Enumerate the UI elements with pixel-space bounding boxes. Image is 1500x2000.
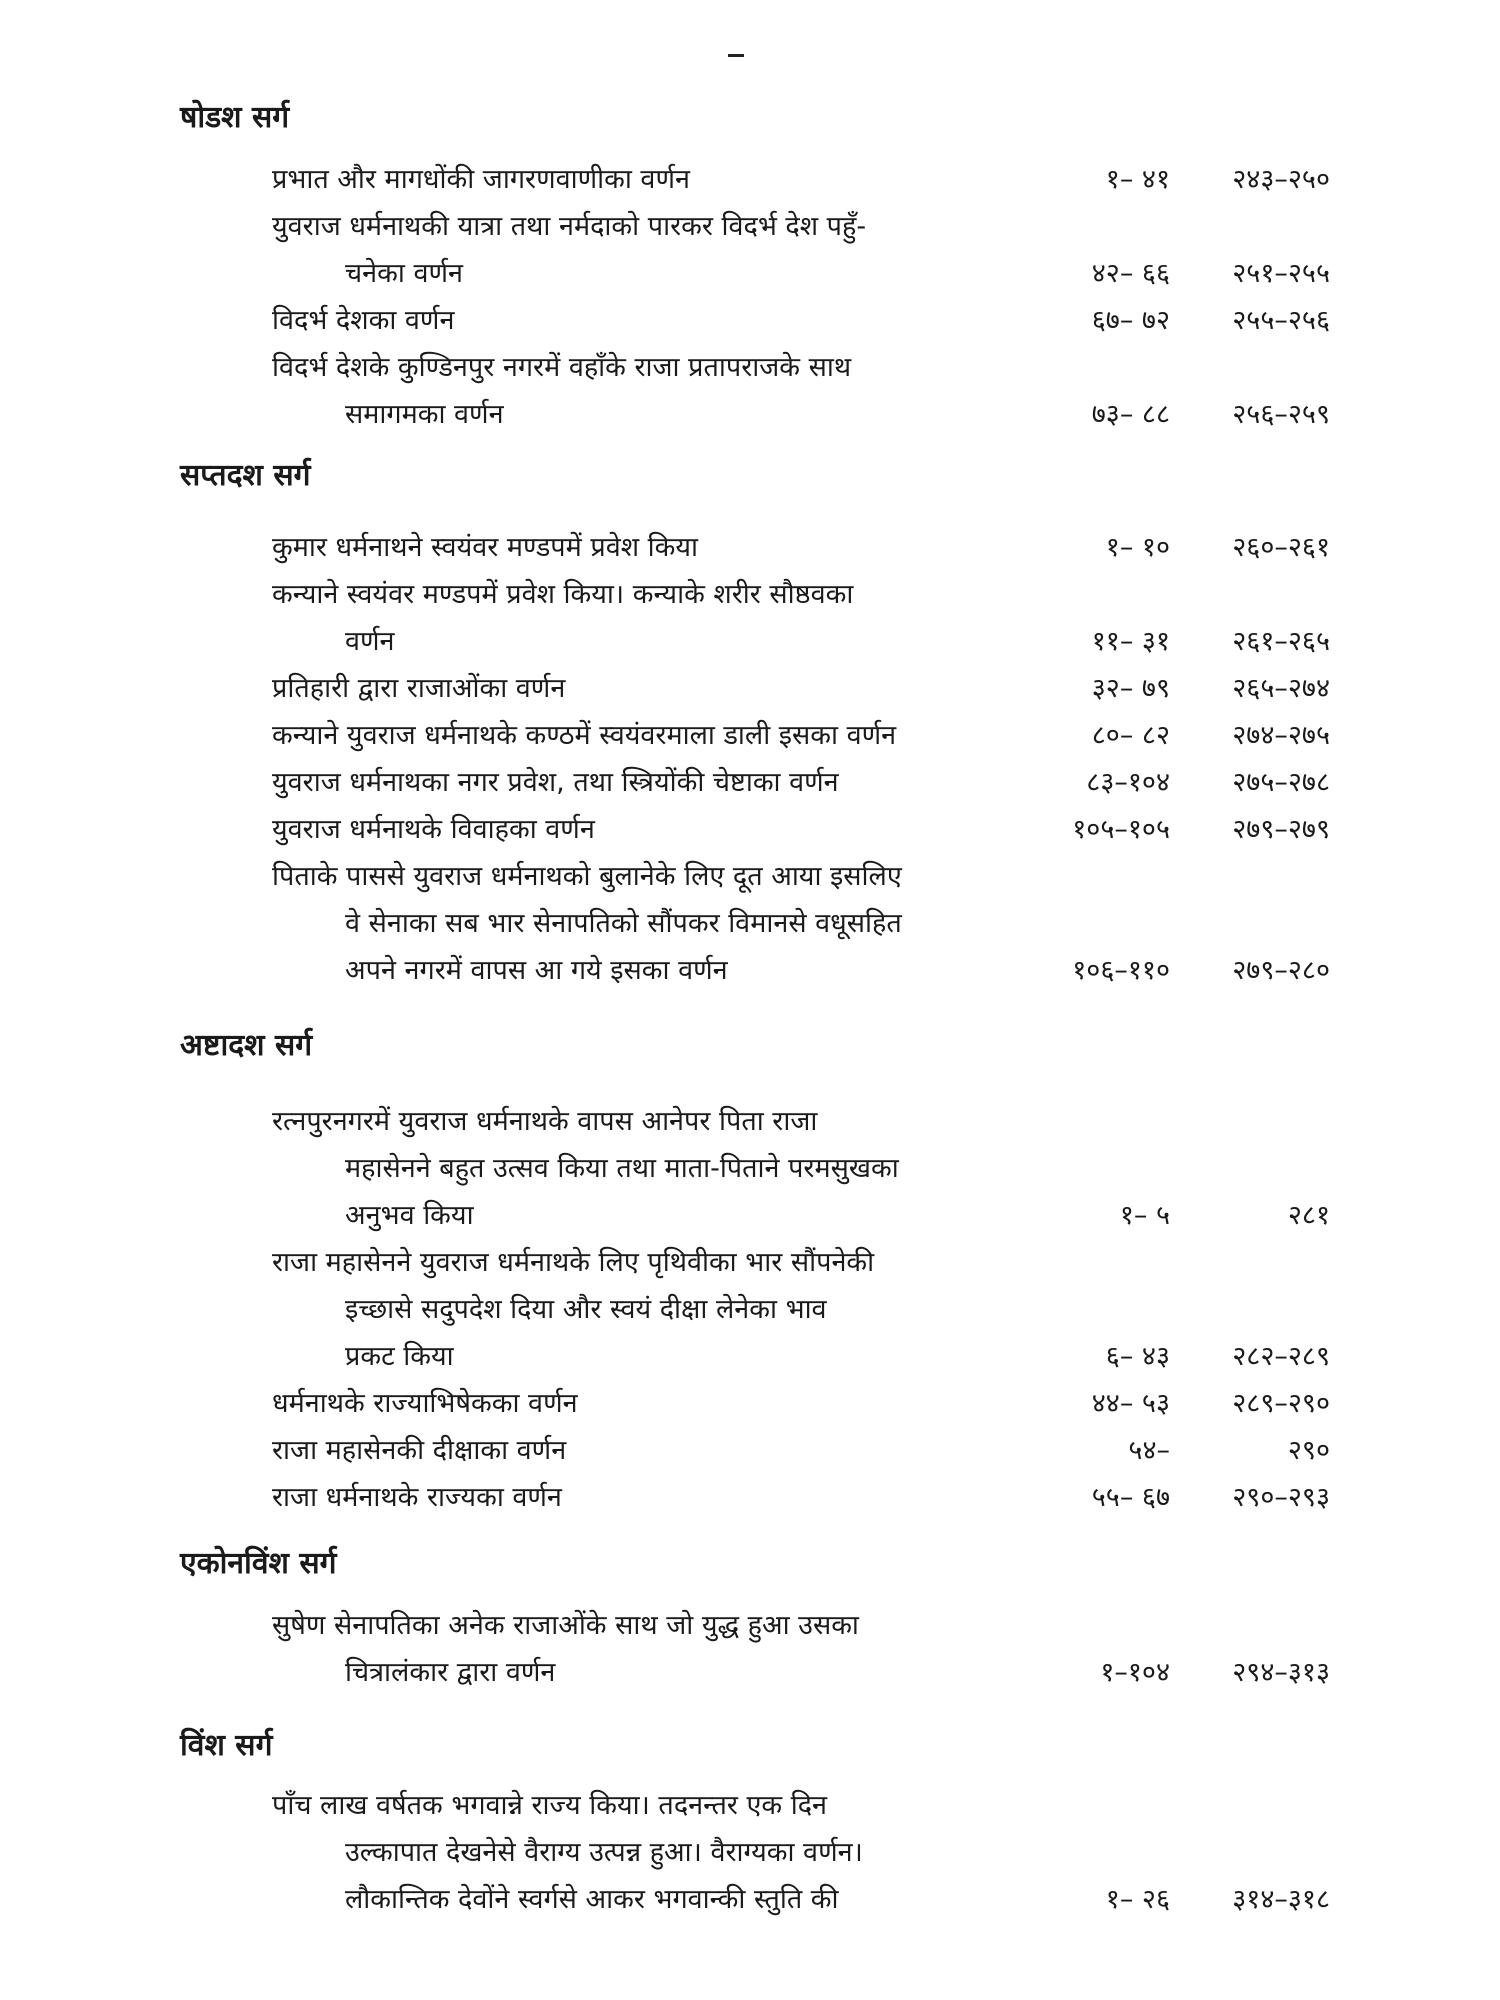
toc-entry <box>180 156 1330 203</box>
verse-range: ३२– ७९ <box>1091 673 1170 704</box>
entry-text: राजा धर्मनाथके राज्यका वर्णन <box>272 1482 562 1513</box>
entry-text: युवराज धर्मनाथकी यात्रा तथा नर्मदाको पारकर विदर्भ देश पहुँ- <box>272 211 867 242</box>
verse-range: १– २६ <box>1105 1884 1170 1915</box>
entry-text: युवराज धर्मनाथका नगर प्रवेश, तथा स्त्रियोंकी चेष्टाका वर्णन <box>272 767 839 798</box>
toc-entry <box>180 203 1330 297</box>
entry-text: राजा महासेनकी दीक्षाका वर्णन <box>272 1435 567 1466</box>
section-heading: षोडश सर्ग <box>180 100 290 135</box>
toc-entry <box>180 1782 1330 1923</box>
entry-text: उल्कापात देखनेसे वैराग्य उत्पन्न हुआ। वैराग्यका वर्णन। <box>345 1837 863 1868</box>
page-range: २६०–२६१ <box>1232 532 1330 563</box>
entry-text: समागमका वर्णन <box>345 399 504 430</box>
page-range: २५१–२५५ <box>1232 258 1330 289</box>
verse-range: ८०– ८२ <box>1091 720 1170 751</box>
page-range: ३१४–३१८ <box>1232 1884 1330 1915</box>
entry-text: धर्मनाथके राज्याभिषेकका वर्णन <box>272 1388 578 1419</box>
entry-text: वे सेनाका सब भार सेनापतिको सौंपकर विमानसे वधूसहित <box>345 908 902 939</box>
entry-text: लौकान्तिक देवोंने स्वर्गसे आकर भगवान्की स्तुति की <box>345 1884 839 1915</box>
toc-entry <box>180 1098 1330 1239</box>
page-range: २७४–२७५ <box>1232 720 1330 751</box>
entry-text: अनुभव किया <box>345 1200 474 1231</box>
section-19 <box>180 1544 1330 1696</box>
entry-text: चित्रालंकार द्वारा वर्णन <box>345 1657 556 1688</box>
verse-range: ६– ४३ <box>1105 1341 1170 1372</box>
verse-range: १०५–१०५ <box>1072 814 1170 845</box>
entry-text: कुमार धर्मनाथने स्वयंवर मण्डपमें प्रवेश किया <box>272 532 699 563</box>
page-range: २५५–२५६ <box>1232 305 1330 336</box>
toc-entry <box>180 712 1330 759</box>
page-range: २९०–२९३ <box>1232 1482 1330 1513</box>
verse-range: १०६–११० <box>1072 955 1170 986</box>
section-20 <box>180 1726 1330 1923</box>
section-heading: सप्तदश सर्ग <box>180 458 311 493</box>
toc-entry <box>180 1602 1330 1696</box>
verse-range: १– ४१ <box>1105 164 1170 195</box>
section-17 <box>180 456 1330 994</box>
verse-range: ६७– ७२ <box>1091 305 1170 336</box>
entry-text: वर्णन <box>345 626 395 657</box>
page-range: २७९–२८० <box>1232 955 1330 986</box>
toc-entry <box>180 1474 1330 1521</box>
entry-text: प्रकट किया <box>345 1341 454 1372</box>
verse-range: ८३–१०४ <box>1086 767 1170 798</box>
entry-text: राजा महासेनने युवराज धर्मनाथके लिए पृथिवीका भार सौंपनेकी <box>272 1247 875 1278</box>
page-range: २८२–२८९ <box>1232 1341 1330 1372</box>
section-heading: अष्टादश सर्ग <box>180 1028 313 1063</box>
entry-text: अपने नगरमें वापस आ गये इसका वर्णन <box>345 955 728 986</box>
toc-entry <box>180 1380 1330 1427</box>
verse-range: १– ५ <box>1119 1200 1170 1231</box>
toc-entry <box>180 806 1330 853</box>
verse-range: ४४– ५३ <box>1091 1388 1170 1419</box>
page-range: २९४–३१३ <box>1232 1657 1330 1688</box>
page-range: २४३–२५० <box>1232 164 1330 195</box>
section-16 <box>180 98 1330 438</box>
page-range: २८९–२९० <box>1232 1388 1330 1419</box>
toc-entry <box>180 665 1330 712</box>
toc-entry <box>180 297 1330 344</box>
page-range: २६५–२७४ <box>1232 673 1330 704</box>
section-18 <box>180 1026 1330 1521</box>
toc-entry <box>180 1239 1330 1380</box>
verse-range: १–१०४ <box>1100 1657 1170 1688</box>
entry-text: कन्याने युवराज धर्मनाथके कण्ठमें स्वयंवरमाला डाली इसका वर्णन <box>272 720 897 751</box>
toc-entry <box>180 524 1330 571</box>
entry-text: प्रतिहारी द्वारा राजाओंका वर्णन <box>272 673 566 704</box>
page-range: २६१–२६५ <box>1232 626 1330 657</box>
page-range: २८१ <box>1287 1200 1330 1231</box>
verse-range: ७३– ८८ <box>1091 399 1170 430</box>
verse-range: ५५– ६७ <box>1091 1482 1170 1513</box>
page-range: २७५–२७८ <box>1232 767 1330 798</box>
entry-text: इच्छासे सदुपदेश दिया और स्वयं दीक्षा लेनेका भाव <box>345 1294 827 1325</box>
toc-entry <box>180 344 1330 438</box>
entry-text: प्रभात और मागधोंकी जागरणवाणीका वर्णन <box>272 164 690 195</box>
verse-range: ११– ३१ <box>1091 626 1170 657</box>
verse-range: ४२– ६६ <box>1091 258 1170 289</box>
entry-text: चनेका वर्णन <box>345 258 463 289</box>
entry-text: सुषेण सेनापतिका अनेक राजाओंके साथ जो युद्ध हुआ उसका <box>272 1610 859 1641</box>
entry-text: युवराज धर्मनाथके विवाहका वर्णन <box>272 814 595 845</box>
toc-entry <box>180 1427 1330 1474</box>
verse-range: १– १० <box>1105 532 1170 563</box>
entry-text: महासेनने बहुत उत्सव किया तथा माता-पिताने परमसुखका <box>345 1153 899 1184</box>
page-range: २५६–२५९ <box>1232 399 1330 430</box>
verse-range: ५४– <box>1128 1435 1170 1466</box>
toc-entry <box>180 759 1330 806</box>
entry-text: पाँच लाख वर्षतक भगवान्ने राज्य किया। तदनन्तर एक दिन <box>272 1790 828 1821</box>
entry-text: रत्नपुरनगरमें युवराज धर्मनाथके वापस आनेपर पिता राजा <box>272 1106 818 1137</box>
page-mark <box>728 54 744 57</box>
entry-text: विदर्भ देशके कुण्डिनपुर नगरमें वहाँके राजा प्रतापराजके साथ <box>272 352 852 383</box>
toc-entry <box>180 853 1330 994</box>
section-heading: विंश सर्ग <box>180 1728 273 1763</box>
entry-text: कन्याने स्वयंवर मण्डपमें प्रवेश किया। कन्याके शरीर सौष्ठवका <box>272 579 854 610</box>
page-range: २९० <box>1287 1435 1330 1466</box>
entry-text: पिताके पाससे युवराज धर्मनाथको बुलानेके लिए दूत आया इसलिए <box>272 861 902 892</box>
toc-entry <box>180 571 1330 665</box>
entry-text: विदर्भ देशका वर्णन <box>272 305 455 336</box>
section-heading: एकोनविंश सर्ग <box>180 1546 337 1581</box>
page-range: २७९–२७९ <box>1232 814 1330 845</box>
